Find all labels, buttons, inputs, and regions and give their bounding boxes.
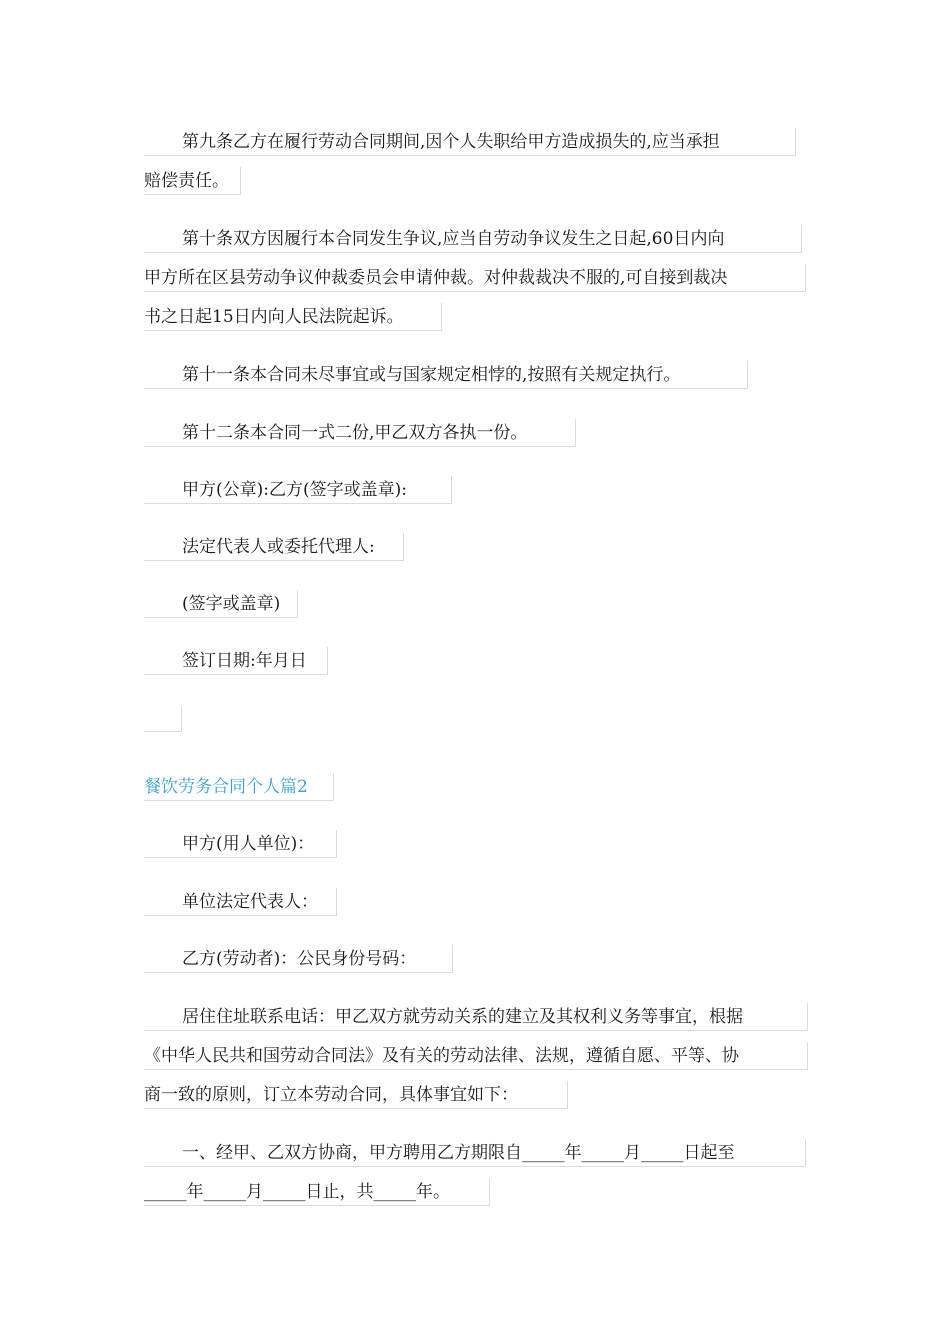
party-signature-line: 甲方(公章):乙方(签字或盖章):	[144, 476, 452, 504]
blank-line	[144, 706, 182, 732]
sign-or-seal-line: (签字或盖章)	[144, 590, 298, 618]
clause-11-line: 第十一条本合同未尽事宜或与国家规定相悖的,按照有关规定执行。	[144, 361, 748, 389]
unit-representative-line: 单位法定代表人：	[144, 888, 337, 916]
legal-representative-line: 法定代表人或委托代理人:	[144, 533, 404, 561]
party-b-line: 乙方(劳动者)：公民身份号码：	[144, 945, 453, 973]
clause-9-line-2: 赔偿责任。	[144, 167, 241, 195]
party-a-line: 甲方(用人单位)：	[144, 830, 337, 858]
intro-line-3: 商一致的原则，订立本劳动合同，具体事宜如下：	[144, 1081, 568, 1109]
term-line-1: 一、经甲、乙双方协商，甲方聘用乙方期限自_____年_____月_____日起至	[144, 1139, 806, 1167]
clause-12-line: 第十二条本合同一式二份,甲乙双方各执一份。	[144, 419, 576, 447]
clause-10-line-2: 甲方所在区县劳动争议仲裁委员会申请仲裁。对仲裁裁决不服的,可自接到裁决	[144, 264, 806, 292]
clause-9-line-1: 第九条乙方在履行劳动合同期间,因个人失职给甲方造成损失的,应当承担	[144, 128, 796, 156]
signing-date-line: 签订日期:年月日	[144, 647, 328, 675]
clause-10-line-1: 第十条双方因履行本合同发生争议,应当自劳动争议发生之日起,60日内向	[144, 225, 802, 253]
term-line-2: _____年_____月_____日止，共_____年。	[144, 1178, 490, 1206]
section-heading: 餐饮劳务合同个人篇2	[144, 773, 334, 801]
intro-line-1: 居住住址联系电话：甲乙双方就劳动关系的建立及其权利义务等事宜，根据	[144, 1003, 808, 1031]
intro-line-2: 《中华人民共和国劳动合同法》及有关的劳动法律、法规，遵循自愿、平等、协	[144, 1042, 808, 1070]
clause-10-line-3: 书之日起15日内向人民法院起诉。	[144, 303, 442, 331]
